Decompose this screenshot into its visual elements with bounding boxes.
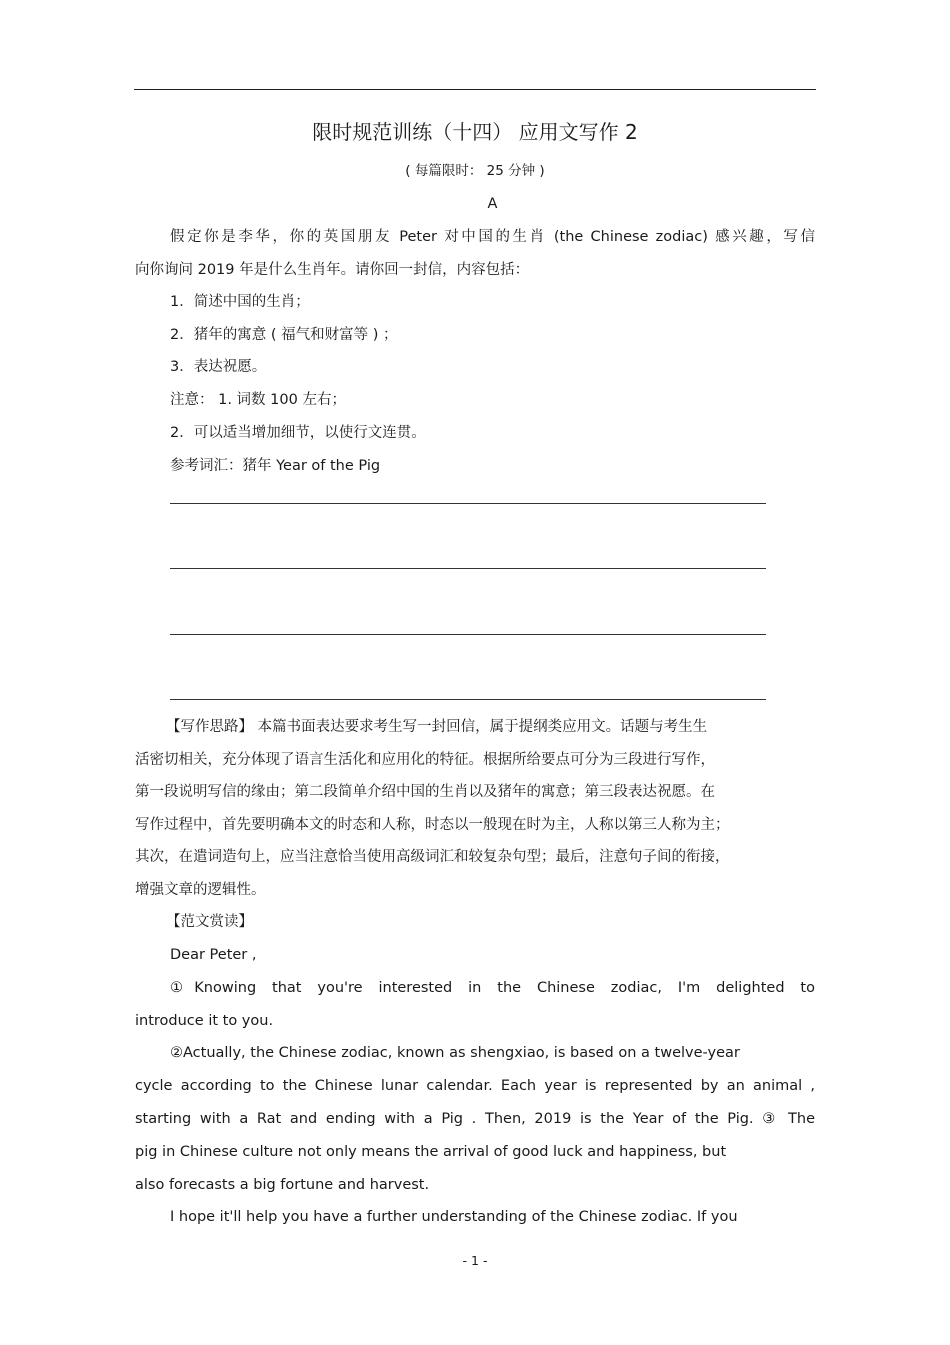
- answer-line: [170, 568, 766, 569]
- task-note: 注意： 1. 词数 100 左右；: [170, 392, 346, 408]
- answer-line: [170, 634, 766, 635]
- task-point: 2．猪年的寓意 ( 福气和财富等 ) ；: [170, 327, 398, 343]
- analysis-line: 写作过程中，首先要明确本文的时态和人称，时态以一般现在时为主，人称以第三人称为主；: [135, 817, 730, 833]
- analysis-line: 增强文章的逻辑性。: [135, 882, 266, 898]
- sample-line: I hope it'll help you have a further understanding of the Chinese zodiac. If you: [170, 1209, 738, 1225]
- section-label: A: [487, 196, 498, 212]
- sample-line: introduce it to you.: [135, 1013, 274, 1029]
- task-point: 1．简述中国的生肖；: [170, 294, 310, 310]
- task-intro-line: 向你询问 2019 年是什么生肖年。请你回一封信，内容包括：: [135, 262, 530, 278]
- task-point: 3．表达祝愿。: [170, 359, 267, 375]
- sample-line: also forecasts a big fortune and harvest.: [135, 1177, 430, 1193]
- sample-greeting: Dear Peter ,: [170, 947, 257, 963]
- sample-line: pig in Chinese culture not only means the arrival of good luck and happiness, but: [135, 1144, 727, 1160]
- answer-line: [170, 503, 766, 504]
- sample-heading: 【范文赏读】: [166, 914, 253, 930]
- page-title: 限时规范训练（十四） 应用文写作 2: [312, 120, 638, 144]
- top-rule: [134, 89, 816, 90]
- analysis-line: 【写作思路】 本篇书面表达要求考生写一封回信，属于提纲类应用文。话题与考生生: [166, 719, 708, 735]
- answer-line: [170, 699, 766, 700]
- sample-line: cycle according to the Chinese lunar calendar. Each year is represented by an animal ,: [135, 1078, 815, 1094]
- task-vocab: 参考词汇：猪年 Year of the Pig: [170, 458, 381, 474]
- sample-line: ①Knowing that you're interested in the Chinese zodiac, I'm delighted to: [170, 980, 815, 996]
- analysis-line: 其次，在遣词造句上，应当注意恰当使用高级词汇和较复杂句型；最后，注意句子间的衔接，: [135, 849, 730, 865]
- page-number: - 1 -: [462, 1253, 488, 1268]
- sample-line: ②Actually, the Chinese zodiac, known as shengxiao, is based on a twelve-year: [170, 1045, 740, 1061]
- task-intro-line: 假定你是李华，你的英国朋友 Peter 对中国的生肖 (the Chinese zodiac) 感兴趣，写信: [170, 229, 815, 245]
- time-limit: ( 每篇限时： 25 分钟 ): [405, 163, 545, 179]
- task-note: 2．可以适当增加细节，以使行文连贯。: [170, 425, 426, 441]
- sample-line: starting with a Rat and ending with a Pig . Then, 2019 is the Year of the Pig. ③ The: [135, 1111, 815, 1127]
- analysis-line: 活密切相关，充分体现了语言生活化和应用化的特征。根据所给要点可分为三段进行写作，: [135, 752, 715, 768]
- analysis-line: 第一段说明写信的缘由；第二段简单介绍中国的生肖以及猪年的寓意；第三段表达祝愿。在: [135, 784, 715, 800]
